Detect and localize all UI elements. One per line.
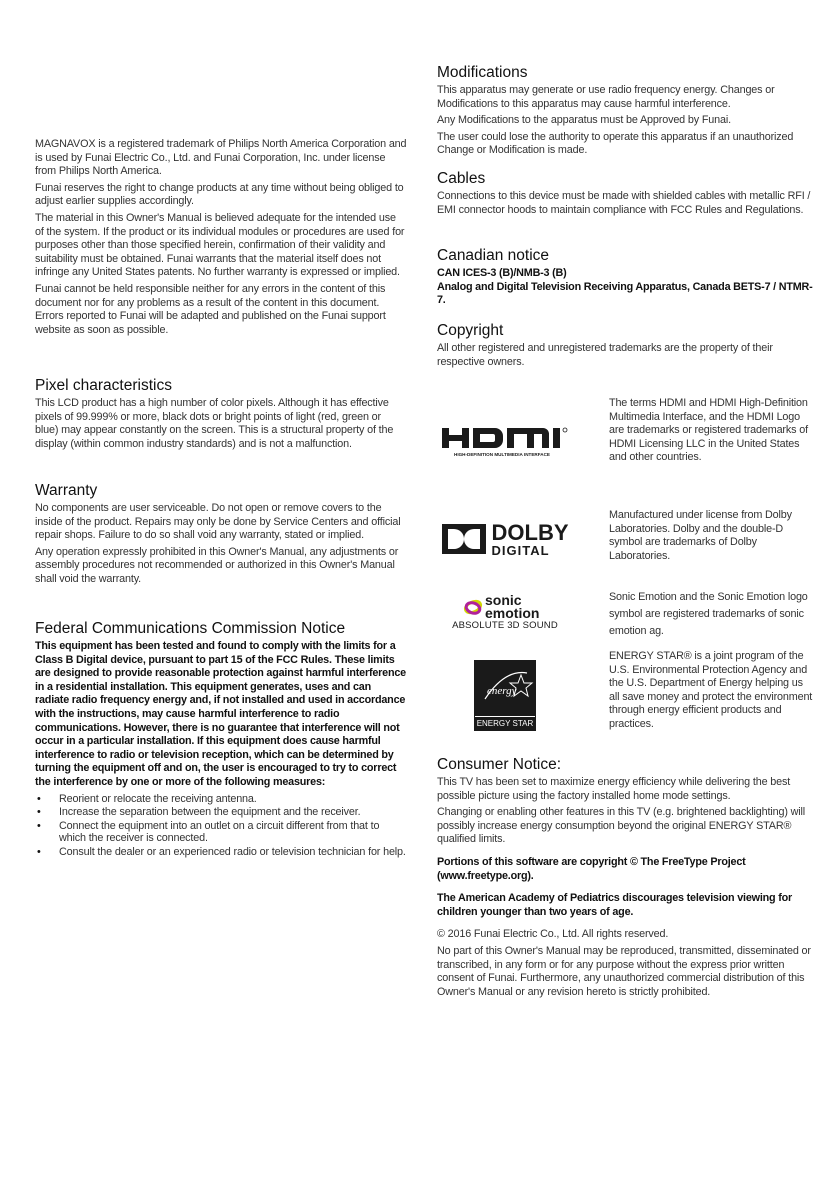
consumer-paragraph: Changing or enabling other features in this TV (e.g. brightened backlighting) will possibly increase energy consumption beyond the original ENERGY STAR® qualified limits. [437, 806, 806, 846]
list-item: • Reorient or relocate the receiving antenna. [35, 793, 407, 806]
pixel-section [35, 376, 407, 454]
cables-paragraph: Connections to this device must be made with shielded cables with metallic RFI / EMI connector hoods to maintain compliance with FCC Rules and Regulations. [437, 190, 811, 216]
canadian-heading: Canadian notice [437, 247, 550, 264]
consumer-notice-heading: Consumer Notice: [437, 756, 562, 773]
svg-text:energy: energy [487, 684, 517, 697]
trademark-paragraph: MAGNAVOX is a registered trademark of Philips North America Corporation and is used by Funai Electric Co., Ltd. and Funai Corporation, Inc. under license from Philips North America. [35, 138, 407, 178]
consumer-paragraph: This TV has been set to maximize energy efficiency while delivering the best possible picture using the factory installed home mode settings. [437, 776, 791, 802]
cables-section [437, 169, 813, 220]
svg-text:HIGH-DEFINITION MULTIMEDIA INT: HIGH-DEFINITION MULTIMEDIA INTERFACE [454, 452, 550, 457]
dolby-notice [437, 509, 815, 569]
pediatrics-notice: The American Academy of Pediatrics discourages television viewing for children younger than two years of age. [437, 892, 793, 918]
dolby-digital-wordmark: DIGITAL [491, 542, 550, 558]
dolby-wordmark: DOLBY [491, 519, 569, 545]
energy-star-notice [437, 650, 815, 740]
fcc-section [35, 619, 407, 860]
copyright-heading: Copyright [437, 322, 504, 339]
warranty-heading: Warranty [35, 482, 98, 499]
rights-paragraph: Funai reserves the right to change products at any time without being obliged to adjust earlier supplies accordingly. [35, 181, 404, 208]
responsibility-paragraph: Funai cannot be held responsible neither for any errors in the content of this document nor for any problems as a result of the content in this document. Errors reported to Funai will be adapted and published on the Funai support website as soon as possible. [35, 282, 386, 336]
canadian-apparatus: Analog and Digital Television Receiving Apparatus, Canada BETS-7 / NTMR-7. [437, 280, 813, 307]
energy-star-label: ENERGY STAR [475, 716, 535, 730]
canadian-section [437, 246, 813, 311]
sonic-emotion-logo-icon [437, 589, 573, 635]
reproduction-notice: No part of this Owner's Manual may be reproduced, transmitted, disseminated or transcribed, in any form or for any purpose without the express prior written consent of Funai. Furthermore, any unauthorized commercial distribution of this Owner's Manual or any revision hereto is strictly prohibited. [437, 944, 811, 998]
copyright-paragraph: All other registered and unregistered trademarks are the property of their respective owners. [437, 342, 773, 368]
modifications-paragraph: The user could lose the authority to operate this apparatus if an unauthorized Change or Modification is made. [437, 130, 794, 157]
sonic-emotion-trademark-text: Sonic Emotion and the Sonic Emotion logo symbol are registered trademarks of sonic emotion ag. [609, 591, 808, 637]
cables-heading: Cables [437, 170, 486, 187]
warranty-paragraph: No components are user serviceable. Do not open or remove covers to the inside of the product. Repairs may only be done by Service Centers and official repair shops. Failure to do so shall void any warranty, stated or implied. [35, 502, 401, 542]
modifications-heading: Modifications [437, 64, 528, 81]
canadian-code: CAN ICES-3 (B)/NMB-3 (B) [437, 267, 567, 279]
copyright-section [437, 321, 813, 372]
sonic-emotion-wordmark: sonic emotion [485, 591, 540, 621]
sonic-emotion-tagline: ABSOLUTE 3D SOUND [452, 619, 558, 631]
modifications-paragraph: This apparatus may generate or use radio frequency energy. Changes or Modifications to this apparatus may cause harmful interference. [437, 84, 775, 110]
dolby-logo-icon [437, 509, 573, 569]
copyright-line: © 2016 Funai Electric Co., Ltd. All rights reserved. [437, 928, 669, 941]
sonic-emotion-notice [437, 589, 815, 640]
dolby-trademark-text: Manufactured under license from Dolby Laboratories. Dolby and the double-D symbol are trademarks of Dolby Laboratories. [609, 509, 792, 562]
modifications-paragraph: Any Modifications to the apparatus must be Approved by Funai. [437, 114, 731, 127]
consumer-notice-section [437, 755, 813, 1002]
pixel-heading: Pixel characteristics [35, 377, 172, 394]
list-item: • Connect the equipment into an outlet on a circuit different from that to which the receiver is connected. [35, 820, 407, 845]
energy-star-text: ENERGY STAR® is a joint program of the U.S. Environmental Protection Agency and the U.S. Department of Energy helping us all save money and protect the environment through energy efficient products and practices. [609, 650, 813, 730]
freetype-notice: Portions of this software are copyright © The FreeType Project (www.freetype.org). [437, 855, 746, 882]
warranty-paragraph: Any operation expressly prohibited in this Owner's Manual, any adjustments or assembly procedures not recommended or authorized in this Owner's Manual shall void the warranty. [35, 545, 399, 585]
material-paragraph: The material in this Owner's Manual is believed adequate for the intended use of the system. If the product or its individual modules or procedures are used for purposes other than those specified herein, confirmation of their validity and suitability must be obtained. Funai warrants that the material itself does not infringe any United States patents. No further warranty is expressed or implied. [35, 211, 405, 279]
hdmi-logo-icon [437, 397, 573, 485]
hdmi-trademark-text: The terms HDMI and HDMI High-Definition Multimedia Interface, and the HDMI Logo are trademarks or registered trademarks of HDMI Licensing LLC in the United States and other countries. [609, 397, 808, 464]
modifications-section [437, 63, 813, 161]
pixel-paragraph: This LCD product has a high number of color pixels. Although it has effective pixels of 99.999% or more, black dots or bright points of light (red, green or blue) may appear constantly on the screen. This is a structural property of the display (within common industry standards) and is not a malfunction. [35, 397, 394, 450]
warranty-section [35, 481, 407, 590]
fcc-paragraph: This equipment has been tested and found to comply with the limits for a Class B Digital device, pursuant to part 15 of the FCC Rules. These limits are designed to provide reasonable protection against harmful interference in a residential installation. This equipment generates, uses and can radiate radio frequency energy and, if not installed and used in accordance with the instructions, may cause harmful interference to radio communications. However, there is no guarantee that interference will not occur in a particular installation. If this equipment does cause harmful interference to radio or television reception, which can be determined by turning the equipment off and on, the user is encouraged to try to correct the interference by one or more of the following measures: [35, 640, 406, 788]
fcc-measures-list [35, 793, 407, 859]
intro-section [35, 138, 407, 340]
energy-star-logo-icon [437, 650, 573, 740]
fcc-heading: Federal Communications Commission Notice [35, 620, 346, 637]
hdmi-notice [437, 397, 815, 485]
list-item: • Consult the dealer or an experienced radio or television technician for help. [35, 846, 407, 859]
list-item: • Increase the separation between the equipment and the receiver. [35, 806, 407, 819]
